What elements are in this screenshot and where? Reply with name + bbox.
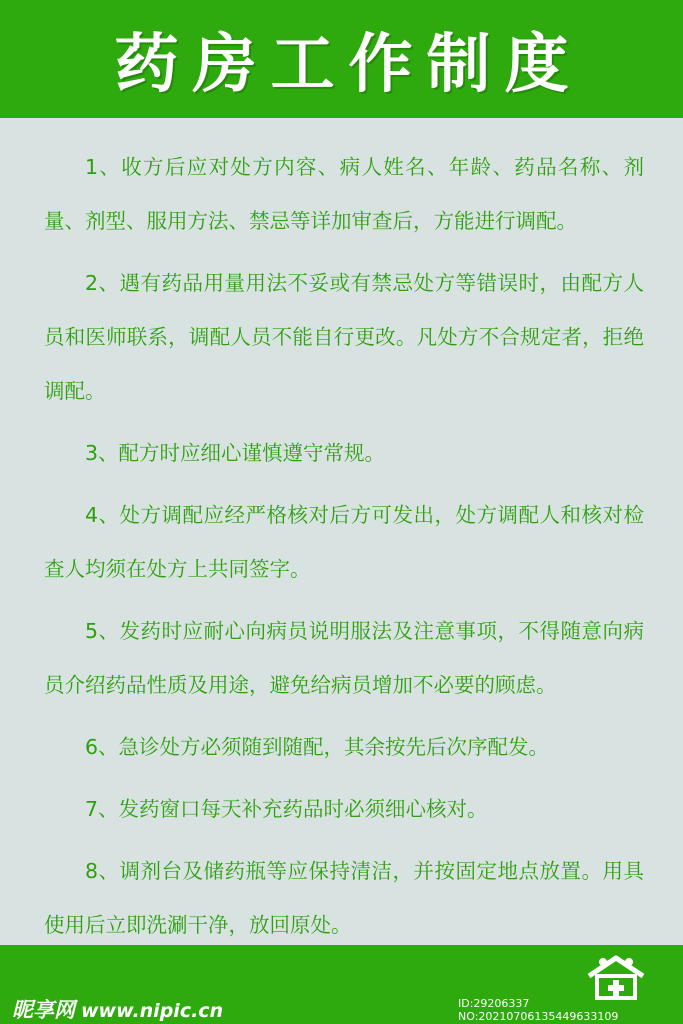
rule-item: 4、处方调配应经严格核对后方可发出，处方调配人和核对检查人均须在处方上共同签字。 <box>44 503 644 581</box>
rules-list <box>44 140 644 1022</box>
rule-item: 5、发药时应耐心向病员说明服法及注意事项，不得随意向病员介绍药品性质及用途，避免给病员增加不必要的顾虑。 <box>44 619 644 697</box>
rule-item: 2、遇有药品用量用法不妥或有禁忌处方等错误时，由配方人员和医师联系，调配人员不能自行更改。凡处方不合规定者，拒绝调配。 <box>44 271 644 403</box>
page-title: 药房工作制度 <box>114 28 583 102</box>
rule-item: 8、调剂台及储药瓶等应保持清洁，并按固定地点放置。用具使用后立即洗涮干净，放回原处。 <box>44 859 644 937</box>
house-cross-icon <box>583 954 649 1000</box>
image-id-label: ID:29206337 NO:20210706135449633109 <box>458 997 619 1023</box>
watermark-cn: 昵享网 <box>12 998 75 1022</box>
watermark-logo <box>12 994 223 1024</box>
rule-item: 3、配方时应细心谨慎遵守常规。 <box>85 441 386 465</box>
rule-item: 1、收方后应对处方内容、病人姓名、年龄、药品名称、剂量、剂型、服用方法、禁忌等详加审查后，方能进行调配。 <box>44 155 644 233</box>
rule-item: 7、发药窗口每天补充药品时必须细心核对。 <box>85 797 488 821</box>
header-bar <box>0 0 683 118</box>
rule-item: 6、急诊处方必须随到随配，其余按先后次序配发。 <box>85 735 550 759</box>
watermark-url: www.nipic.cn <box>81 1000 224 1022</box>
